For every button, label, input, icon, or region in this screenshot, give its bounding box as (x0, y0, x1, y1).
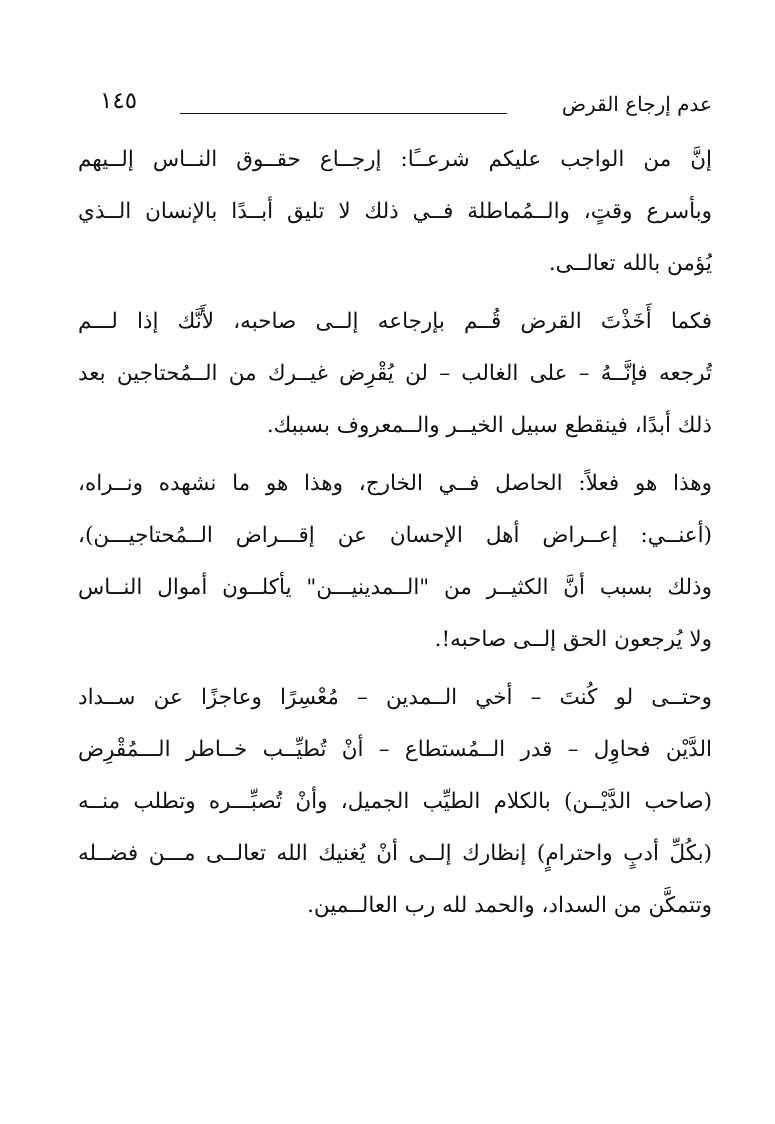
text-line: يُؤمن بالله تعالــى. (548, 251, 712, 276)
text-line: إنَّ من الواجب عليكم شرعــًا: إرجــاع حقــوق النــاس إلــيهم (78, 147, 712, 172)
text-line: وهذا هو فعلاً: الحاصل فــي الخارج، وهذا هو ما نشهده ونــراه، (78, 471, 712, 496)
text-line: ذلك أبدًا، فينقطع سبيل الخيــر والــمعروف بسببك. (266, 413, 712, 438)
body-text (78, 134, 712, 938)
text-line: الدَّيْن فحاوِل – قدر الــمُستطاع – أنْ تُطيِّــب خــاطر الـــمُقْرِض (78, 737, 712, 762)
paragraph (78, 672, 712, 932)
text-line: (أعنــي: إعــراض أهل الإحسان عن إقـــراض الــمُحتاجيـــن)، (78, 523, 712, 548)
page-header (100, 88, 712, 124)
text-line: ولا يُرجعون الحق إلــى صاحبه!. (434, 627, 712, 652)
text-line: وبأسرع وقتٍ، والــمُماطلة فــي ذلك لا تليق أبــدًا بالإنسان الــذي (78, 199, 712, 224)
text-line: وذلك بسبب أنَّ الكثيــر من "الــمدينيـــن" يأكلــون أموال النــاس (78, 575, 712, 600)
paragraph (78, 458, 712, 666)
paragraph (78, 296, 712, 452)
running-title: عدم إرجاع القرض (561, 92, 712, 116)
paragraph (78, 134, 712, 290)
text-line: فكما أَخَذْتَ القرض قُــم بإرجاعه إلــى صاحبه، لأَنَّك إذا لـــم (78, 309, 712, 334)
text-line: (صاحب الدَّيْــن) بالكلام الطيِّب الجميل، وأنْ تُصبِّـــره وتطلب منــه (78, 789, 712, 814)
header-rule (180, 113, 507, 114)
text-line: وتتمكَّن من السداد، والحمد لله رب العالــمين. (307, 893, 712, 918)
text-line: وحتــى لو كُنتَ – أخي الــمدين – مُعْسِرًا وعاجزًا عن ســداد (78, 685, 712, 710)
page-number: ١٤٥ (100, 88, 138, 114)
text-line: (بكُلِّ أدبٍ واحترامٍ) إنظارك إلــى أنْ يُغنيك الله تعالــى مـــن فضــله (78, 841, 712, 866)
text-line: تُرجعه فإنَّــهُ – على الغالب – لن يُقْرِض غيــرك من الــمُحتاجين بعد (78, 361, 712, 386)
